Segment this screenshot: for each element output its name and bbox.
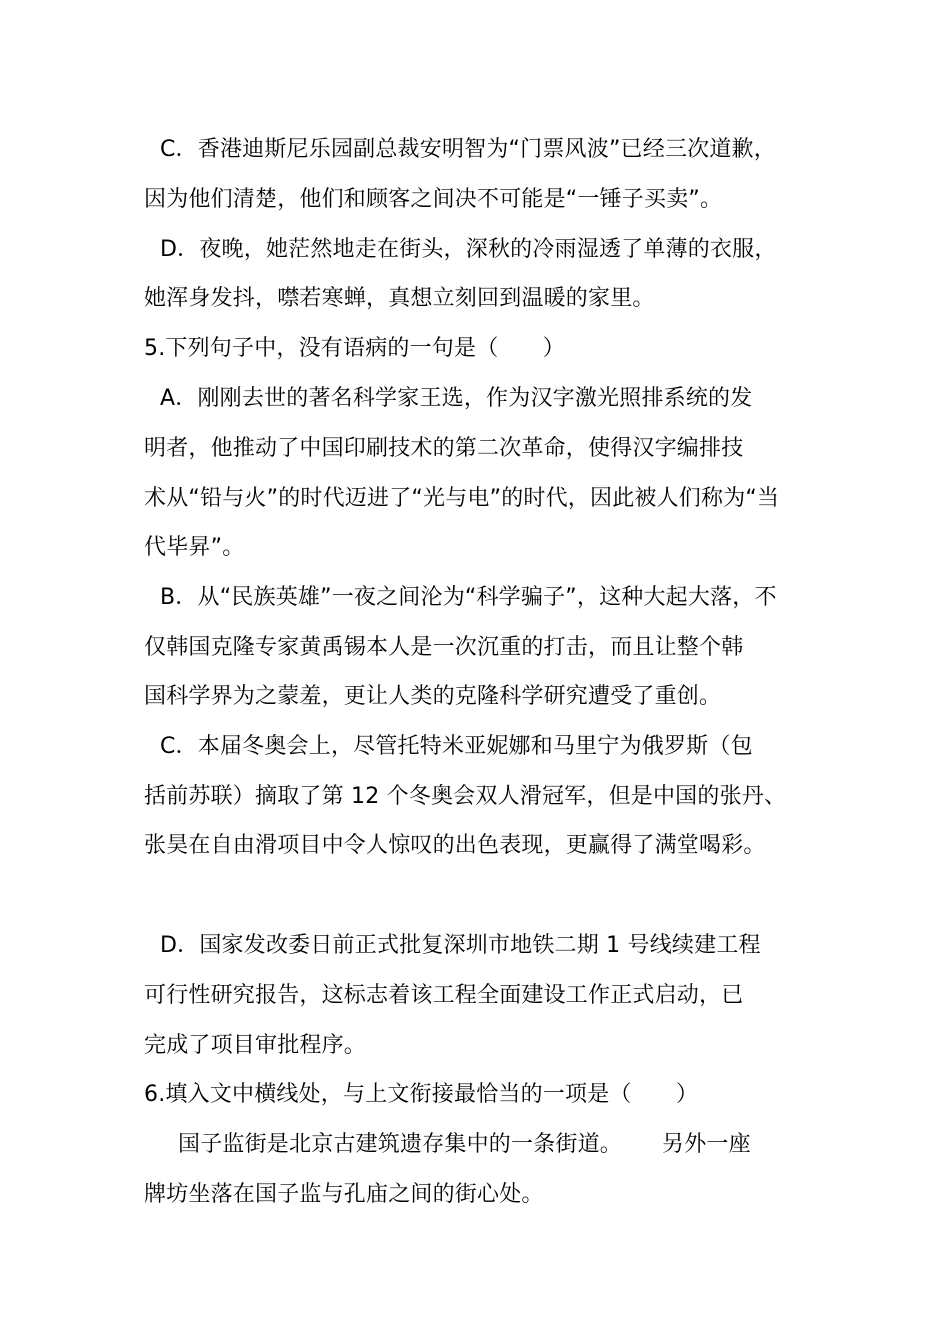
q5-option-c-line-3: 张昊在自由滑项目中令人惊叹的出色表现，更赢得了满堂喝彩。 (144, 833, 766, 858)
q5-option-b-line-3: 国科学界为之蒙羞，更让人类的克隆科学研究遭受了重创。 (144, 684, 722, 709)
q5-option-a-line-3: 术从“铅与火”的时代迈进了“光与电”的时代，因此被人们称为“当 (144, 486, 780, 511)
q6-stem: 6.填入文中横线处，与上文衔接最恰当的一项是（ ） (144, 1082, 699, 1107)
q5-option-c-line-2: 括前苏联）摘取了第 12 个冬奥会双人滑冠军，但是中国的张丹、 (144, 784, 787, 809)
q5-option-d-line-1: D．国家发改委日前正式批复深圳市地铁二期 1 号线续建工程 (160, 933, 761, 958)
q5-option-b-line-2: 仅韩国克隆专家黄禹锡本人是一次沉重的打击，而且让整个韩 (144, 635, 744, 660)
q4-option-d-line-2: 她浑身发抖，噤若寒蝉，真想立刻回到温暖的家里。 (144, 286, 655, 311)
q6-passage-line-2: 牌坊坐落在国子监与孔庙之间的街心处。 (144, 1182, 544, 1207)
q5-option-a-line-4: 代毕昇”。 (144, 535, 245, 560)
q6-passage-line-1-part-2: 另外一座 (662, 1132, 751, 1157)
q5-stem: 5.下列句子中，没有语病的一句是（ ） (144, 336, 565, 361)
q5-option-d-line-3: 完成了项目审批程序。 (144, 1033, 367, 1058)
q6-passage-line-1 (178, 1130, 751, 1160)
q6-passage-line-1-part-1: 国子监街是北京古建筑遗存集中的一条街道。 (178, 1132, 623, 1157)
q5-option-b-line-1: B．从“民族英雄”一夜之间沦为“科学骗子”，这种大起大落，不 (160, 585, 777, 610)
q5-option-c-line-1: C．本届冬奥会上，尽管托特米亚妮娜和马里宁为俄罗斯（包 (160, 734, 753, 759)
q5-option-a-line-1: A．刚刚去世的著名科学家王选，作为汉字激光照排系统的发 (160, 386, 753, 411)
q5-option-a-line-2: 明者，他推动了中国印刷技术的第二次革命，使得汉字编排技 (144, 436, 744, 461)
q4-option-c-line-2: 因为他们清楚，他们和顾客之间决不可能是“一锤子买卖”。 (144, 187, 723, 212)
q5-option-d-line-2: 可行性研究报告，这标志着该工程全面建设工作正式启动，已 (144, 983, 744, 1008)
q4-option-c-line-1: C．香港迪斯尼乐园副总裁安明智为“门票风波”已经三次道歉， (160, 137, 776, 162)
q4-option-d-line-1: D．夜晚，她茫然地走在街头，深秋的冷雨湿透了单薄的衣服， (160, 237, 777, 262)
